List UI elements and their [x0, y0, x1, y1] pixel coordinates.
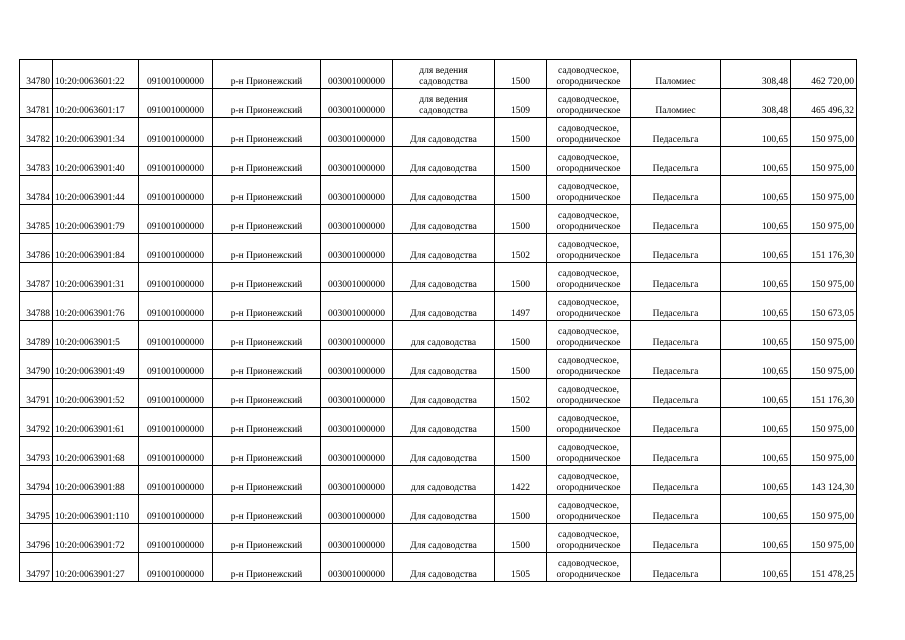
settlement-code-cell: 003001000000 — [321, 118, 393, 147]
permitted-use-cell — [393, 60, 495, 89]
permitted-use-line-2: Для садоводства — [410, 135, 477, 145]
cadastral-number-cell: 10:20:0063901:5 — [53, 321, 139, 350]
code-cell: 091001000000 — [139, 466, 213, 495]
land-category-line-1: садоводческое, — [558, 298, 619, 308]
cadastral-number-cell: 10:20:0063901:110 — [53, 495, 139, 524]
permitted-use-line-2: для садоводства — [410, 483, 477, 493]
cadastral-number-cell: 10:20:0063901:52 — [53, 379, 139, 408]
cadastral-number-cell: 10:20:0063901:34 — [53, 118, 139, 147]
permitted-use-cell — [393, 176, 495, 205]
locality-cell: Паломиес — [631, 60, 721, 89]
land-category-cell — [547, 263, 631, 292]
land-category-cell — [547, 147, 631, 176]
settlement-code-cell: 003001000000 — [321, 321, 393, 350]
settlement-code-cell: 003001000000 — [321, 263, 393, 292]
land-category-line-2: огородническое — [556, 135, 621, 145]
area-cell: 1502 — [495, 379, 547, 408]
permitted-use-line-1: для ведения — [419, 66, 468, 76]
specific-value-cell: 100,65 — [721, 118, 791, 147]
code-cell: 091001000000 — [139, 147, 213, 176]
district-cell: р-н Прионежский — [213, 350, 321, 379]
cadastral-value-cell: 150 975,00 — [791, 321, 857, 350]
cadastral-number-cell: 10:20:0063901:76 — [53, 292, 139, 321]
code-cell: 091001000000 — [139, 118, 213, 147]
land-category-line-1: садоводческое, — [558, 443, 619, 453]
area-cell: 1500 — [495, 60, 547, 89]
permitted-use-line-2: Для садоводства — [410, 570, 477, 580]
specific-value-cell: 308,48 — [721, 60, 791, 89]
permitted-use-cell — [393, 118, 495, 147]
cadastral-number-cell: 10:20:0063601:17 — [53, 89, 139, 118]
table-row — [20, 205, 857, 234]
settlement-code-cell: 003001000000 — [321, 147, 393, 176]
permitted-use-cell — [393, 292, 495, 321]
district-cell: р-н Прионежский — [213, 524, 321, 553]
locality-cell: Педасельга — [631, 205, 721, 234]
land-category-cell — [547, 118, 631, 147]
land-category-cell — [547, 466, 631, 495]
row-number-cell: 34796 — [20, 524, 53, 553]
land-category-cell — [547, 205, 631, 234]
settlement-code-cell: 003001000000 — [321, 89, 393, 118]
permitted-use-cell — [393, 495, 495, 524]
land-category-line-2: огородническое — [556, 396, 621, 406]
permitted-use-line-2: Для садоводства — [410, 512, 477, 522]
table-row — [20, 524, 857, 553]
land-category-line-1: садоводческое, — [558, 327, 619, 337]
land-category-line-2: огородническое — [556, 251, 621, 261]
specific-value-cell: 100,65 — [721, 205, 791, 234]
specific-value-cell: 100,65 — [721, 437, 791, 466]
locality-cell: Педасельга — [631, 147, 721, 176]
district-cell: р-н Прионежский — [213, 292, 321, 321]
table-row — [20, 292, 857, 321]
permitted-use-cell — [393, 234, 495, 263]
land-category-cell — [547, 553, 631, 582]
area-cell: 1500 — [495, 437, 547, 466]
land-registry-table — [19, 59, 857, 582]
land-category-line-2: огородническое — [556, 77, 621, 87]
row-number-cell: 34789 — [20, 321, 53, 350]
permitted-use-line-1: для ведения — [419, 95, 468, 105]
cadastral-number-cell: 10:20:0063901:44 — [53, 176, 139, 205]
land-category-line-2: огородническое — [556, 512, 621, 522]
table-row — [20, 437, 857, 466]
settlement-code-cell: 003001000000 — [321, 408, 393, 437]
land-category-line-2: огородническое — [556, 367, 621, 377]
table-row — [20, 466, 857, 495]
land-category-cell — [547, 495, 631, 524]
land-category-line-2: огородническое — [556, 106, 621, 116]
district-cell: р-н Прионежский — [213, 553, 321, 582]
land-category-line-1: садоводческое, — [558, 501, 619, 511]
cadastral-value-cell: 151 176,30 — [791, 234, 857, 263]
settlement-code-cell: 003001000000 — [321, 495, 393, 524]
settlement-code-cell: 003001000000 — [321, 350, 393, 379]
locality-cell: Педасельга — [631, 524, 721, 553]
permitted-use-line-2: Для садоводства — [410, 280, 477, 290]
permitted-use-cell — [393, 553, 495, 582]
settlement-code-cell: 003001000000 — [321, 234, 393, 263]
code-cell: 091001000000 — [139, 379, 213, 408]
code-cell: 091001000000 — [139, 350, 213, 379]
table-row — [20, 321, 857, 350]
land-category-line-1: садоводческое, — [558, 385, 619, 395]
code-cell: 091001000000 — [139, 234, 213, 263]
locality-cell: Педасельга — [631, 321, 721, 350]
district-cell: р-н Прионежский — [213, 205, 321, 234]
land-category-line-1: садоводческое, — [558, 211, 619, 221]
permitted-use-cell — [393, 350, 495, 379]
locality-cell: Педасельга — [631, 118, 721, 147]
land-category-line-2: огородническое — [556, 425, 621, 435]
land-category-line-2: огородническое — [556, 454, 621, 464]
specific-value-cell: 100,65 — [721, 379, 791, 408]
code-cell: 091001000000 — [139, 292, 213, 321]
table-row — [20, 379, 857, 408]
specific-value-cell: 100,65 — [721, 176, 791, 205]
code-cell: 091001000000 — [139, 321, 213, 350]
permitted-use-cell — [393, 408, 495, 437]
table-row — [20, 495, 857, 524]
permitted-use-cell — [393, 437, 495, 466]
cadastral-value-cell: 150 975,00 — [791, 437, 857, 466]
settlement-code-cell: 003001000000 — [321, 524, 393, 553]
settlement-code-cell: 003001000000 — [321, 466, 393, 495]
row-number-cell: 34792 — [20, 408, 53, 437]
land-category-line-2: огородническое — [556, 570, 621, 580]
area-cell: 1500 — [495, 205, 547, 234]
land-category-cell — [547, 524, 631, 553]
locality-cell: Педасельга — [631, 176, 721, 205]
row-number-cell: 34791 — [20, 379, 53, 408]
district-cell: р-н Прионежский — [213, 437, 321, 466]
row-number-cell: 34781 — [20, 89, 53, 118]
table-row — [20, 553, 857, 582]
table-row — [20, 60, 857, 89]
cadastral-number-cell: 10:20:0063901:61 — [53, 408, 139, 437]
area-cell: 1500 — [495, 263, 547, 292]
land-category-line-2: огородническое — [556, 483, 621, 493]
cadastral-number-cell: 10:20:0063901:27 — [53, 553, 139, 582]
row-number-cell: 34797 — [20, 553, 53, 582]
land-category-line-2: огородническое — [556, 193, 621, 203]
row-number-cell: 34793 — [20, 437, 53, 466]
district-cell: р-н Прионежский — [213, 147, 321, 176]
land-category-cell — [547, 408, 631, 437]
cadastral-number-cell: 10:20:0063901:84 — [53, 234, 139, 263]
district-cell: р-н Прионежский — [213, 60, 321, 89]
cadastral-number-cell: 10:20:0063901:72 — [53, 524, 139, 553]
locality-cell: Педасельга — [631, 495, 721, 524]
district-cell: р-н Прионежский — [213, 408, 321, 437]
locality-cell: Педасельга — [631, 466, 721, 495]
code-cell: 091001000000 — [139, 408, 213, 437]
cadastral-value-cell: 150 975,00 — [791, 263, 857, 292]
row-number-cell: 34790 — [20, 350, 53, 379]
land-category-cell — [547, 292, 631, 321]
row-number-cell: 34795 — [20, 495, 53, 524]
row-number-cell: 34783 — [20, 147, 53, 176]
table-row — [20, 89, 857, 118]
code-cell: 091001000000 — [139, 60, 213, 89]
cadastral-number-cell: 10:20:0063901:79 — [53, 205, 139, 234]
specific-value-cell: 100,65 — [721, 350, 791, 379]
cadastral-value-cell: 465 496,32 — [791, 89, 857, 118]
land-category-cell — [547, 321, 631, 350]
permitted-use-line-2: Для садоводства — [410, 222, 477, 232]
cadastral-value-cell: 462 720,00 — [791, 60, 857, 89]
area-cell: 1500 — [495, 524, 547, 553]
district-cell: р-н Прионежский — [213, 495, 321, 524]
specific-value-cell: 100,65 — [721, 495, 791, 524]
land-category-line-1: садоводческое, — [558, 95, 619, 105]
settlement-code-cell: 003001000000 — [321, 205, 393, 234]
cadastral-number-cell: 10:20:0063901:68 — [53, 437, 139, 466]
specific-value-cell: 100,65 — [721, 321, 791, 350]
land-category-line-1: садоводческое, — [558, 472, 619, 482]
land-category-line-1: садоводческое, — [558, 414, 619, 424]
land-category-line-1: садоводческое, — [558, 269, 619, 279]
permitted-use-line-2: Для садоводства — [410, 367, 477, 377]
row-number-cell: 34785 — [20, 205, 53, 234]
cadastral-value-cell: 150 975,00 — [791, 176, 857, 205]
cadastral-number-cell: 10:20:0063901:31 — [53, 263, 139, 292]
table-row — [20, 234, 857, 263]
land-category-line-1: садоводческое, — [558, 66, 619, 76]
district-cell: р-н Прионежский — [213, 321, 321, 350]
land-category-cell — [547, 437, 631, 466]
table-row — [20, 118, 857, 147]
locality-cell: Педасельга — [631, 350, 721, 379]
permitted-use-line-2: Для садоводства — [410, 251, 477, 261]
cadastral-number-cell: 10:20:0063901:88 — [53, 466, 139, 495]
land-category-line-2: огородническое — [556, 541, 621, 551]
code-cell: 091001000000 — [139, 553, 213, 582]
locality-cell: Педасельга — [631, 292, 721, 321]
district-cell: р-н Прионежский — [213, 263, 321, 292]
land-category-line-2: огородническое — [556, 338, 621, 348]
land-category-cell — [547, 350, 631, 379]
area-cell: 1500 — [495, 176, 547, 205]
land-category-line-1: садоводческое, — [558, 530, 619, 540]
cadastral-value-cell: 151 176,30 — [791, 379, 857, 408]
cadastral-value-cell: 143 124,30 — [791, 466, 857, 495]
land-category-cell — [547, 379, 631, 408]
permitted-use-cell — [393, 379, 495, 408]
cadastral-value-cell: 150 975,00 — [791, 524, 857, 553]
area-cell: 1505 — [495, 553, 547, 582]
cadastral-value-cell: 150 975,00 — [791, 495, 857, 524]
land-category-cell — [547, 89, 631, 118]
specific-value-cell: 100,65 — [721, 263, 791, 292]
table-row — [20, 350, 857, 379]
row-number-cell: 34786 — [20, 234, 53, 263]
area-cell: 1497 — [495, 292, 547, 321]
locality-cell: Паломиес — [631, 89, 721, 118]
permitted-use-line-2: Для садоводства — [410, 454, 477, 464]
land-category-line-2: огородническое — [556, 164, 621, 174]
table-row — [20, 176, 857, 205]
permitted-use-line-2: Для садоводства — [410, 193, 477, 203]
table-row — [20, 408, 857, 437]
land-category-cell — [547, 176, 631, 205]
area-cell: 1422 — [495, 466, 547, 495]
locality-cell: Педасельга — [631, 408, 721, 437]
permitted-use-cell — [393, 263, 495, 292]
settlement-code-cell: 003001000000 — [321, 553, 393, 582]
permitted-use-line-2: Для садоводства — [410, 164, 477, 174]
district-cell: р-н Прионежский — [213, 118, 321, 147]
area-cell: 1509 — [495, 89, 547, 118]
land-category-line-1: садоводческое, — [558, 182, 619, 192]
district-cell: р-н Прионежский — [213, 89, 321, 118]
cadastral-value-cell: 150 673,05 — [791, 292, 857, 321]
land-category-line-2: огородническое — [556, 280, 621, 290]
area-cell: 1500 — [495, 321, 547, 350]
area-cell: 1500 — [495, 408, 547, 437]
cadastral-number-cell: 10:20:0063901:49 — [53, 350, 139, 379]
settlement-code-cell: 003001000000 — [321, 176, 393, 205]
specific-value-cell: 100,65 — [721, 524, 791, 553]
row-number-cell: 34794 — [20, 466, 53, 495]
locality-cell: Педасельга — [631, 234, 721, 263]
specific-value-cell: 100,65 — [721, 292, 791, 321]
district-cell: р-н Прионежский — [213, 234, 321, 263]
specific-value-cell: 100,65 — [721, 466, 791, 495]
code-cell: 091001000000 — [139, 205, 213, 234]
land-category-cell — [547, 234, 631, 263]
cadastral-value-cell: 150 975,00 — [791, 147, 857, 176]
row-number-cell: 34782 — [20, 118, 53, 147]
area-cell: 1500 — [495, 147, 547, 176]
permitted-use-cell — [393, 205, 495, 234]
table-body — [20, 60, 857, 582]
land-category-line-1: садоводческое, — [558, 240, 619, 250]
district-cell: р-н Прионежский — [213, 176, 321, 205]
settlement-code-cell: 003001000000 — [321, 60, 393, 89]
land-category-line-1: садоводческое, — [558, 153, 619, 163]
locality-cell: Педасельга — [631, 379, 721, 408]
area-cell: 1500 — [495, 495, 547, 524]
row-number-cell: 34787 — [20, 263, 53, 292]
code-cell: 091001000000 — [139, 263, 213, 292]
district-cell: р-н Прионежский — [213, 466, 321, 495]
permitted-use-line-2: Для садоводства — [410, 425, 477, 435]
cadastral-number-cell: 10:20:0063601:22 — [53, 60, 139, 89]
settlement-code-cell: 003001000000 — [321, 292, 393, 321]
permitted-use-cell — [393, 466, 495, 495]
locality-cell: Педасельга — [631, 263, 721, 292]
permitted-use-line-2: Для садоводства — [410, 541, 477, 551]
permitted-use-cell — [393, 89, 495, 118]
code-cell: 091001000000 — [139, 89, 213, 118]
land-category-line-2: огородническое — [556, 222, 621, 232]
row-number-cell: 34780 — [20, 60, 53, 89]
table-row — [20, 147, 857, 176]
locality-cell: Педасельга — [631, 437, 721, 466]
permitted-use-line-2: Для садоводства — [410, 396, 477, 406]
permitted-use-cell — [393, 524, 495, 553]
code-cell: 091001000000 — [139, 495, 213, 524]
row-number-cell: 34788 — [20, 292, 53, 321]
land-category-cell — [547, 60, 631, 89]
permitted-use-line-2: садоводства — [419, 77, 468, 87]
area-cell: 1500 — [495, 118, 547, 147]
row-number-cell: 34784 — [20, 176, 53, 205]
specific-value-cell: 308,48 — [721, 89, 791, 118]
locality-cell: Педасельга — [631, 553, 721, 582]
area-cell: 1502 — [495, 234, 547, 263]
land-category-line-2: огородническое — [556, 309, 621, 319]
permitted-use-line-2: для садоводства — [410, 338, 477, 348]
cadastral-value-cell: 150 975,00 — [791, 408, 857, 437]
cadastral-value-cell: 150 975,00 — [791, 118, 857, 147]
code-cell: 091001000000 — [139, 176, 213, 205]
settlement-code-cell: 003001000000 — [321, 379, 393, 408]
specific-value-cell: 100,65 — [721, 147, 791, 176]
code-cell: 091001000000 — [139, 437, 213, 466]
district-cell: р-н Прионежский — [213, 379, 321, 408]
permitted-use-line-2: Для садоводства — [410, 309, 477, 319]
cadastral-value-cell: 150 975,00 — [791, 205, 857, 234]
permitted-use-cell — [393, 321, 495, 350]
land-category-line-1: садоводческое, — [558, 559, 619, 569]
land-category-line-1: садоводческое, — [558, 124, 619, 134]
specific-value-cell: 100,65 — [721, 408, 791, 437]
specific-value-cell: 100,65 — [721, 234, 791, 263]
area-cell: 1500 — [495, 350, 547, 379]
land-category-line-1: садоводческое, — [558, 356, 619, 366]
permitted-use-line-2: садоводства — [419, 106, 468, 116]
permitted-use-cell — [393, 147, 495, 176]
table-row — [20, 263, 857, 292]
cadastral-number-cell: 10:20:0063901:40 — [53, 147, 139, 176]
code-cell: 091001000000 — [139, 524, 213, 553]
cadastral-value-cell: 150 975,00 — [791, 350, 857, 379]
cadastral-value-cell: 151 478,25 — [791, 553, 857, 582]
specific-value-cell: 100,65 — [721, 553, 791, 582]
settlement-code-cell: 003001000000 — [321, 437, 393, 466]
